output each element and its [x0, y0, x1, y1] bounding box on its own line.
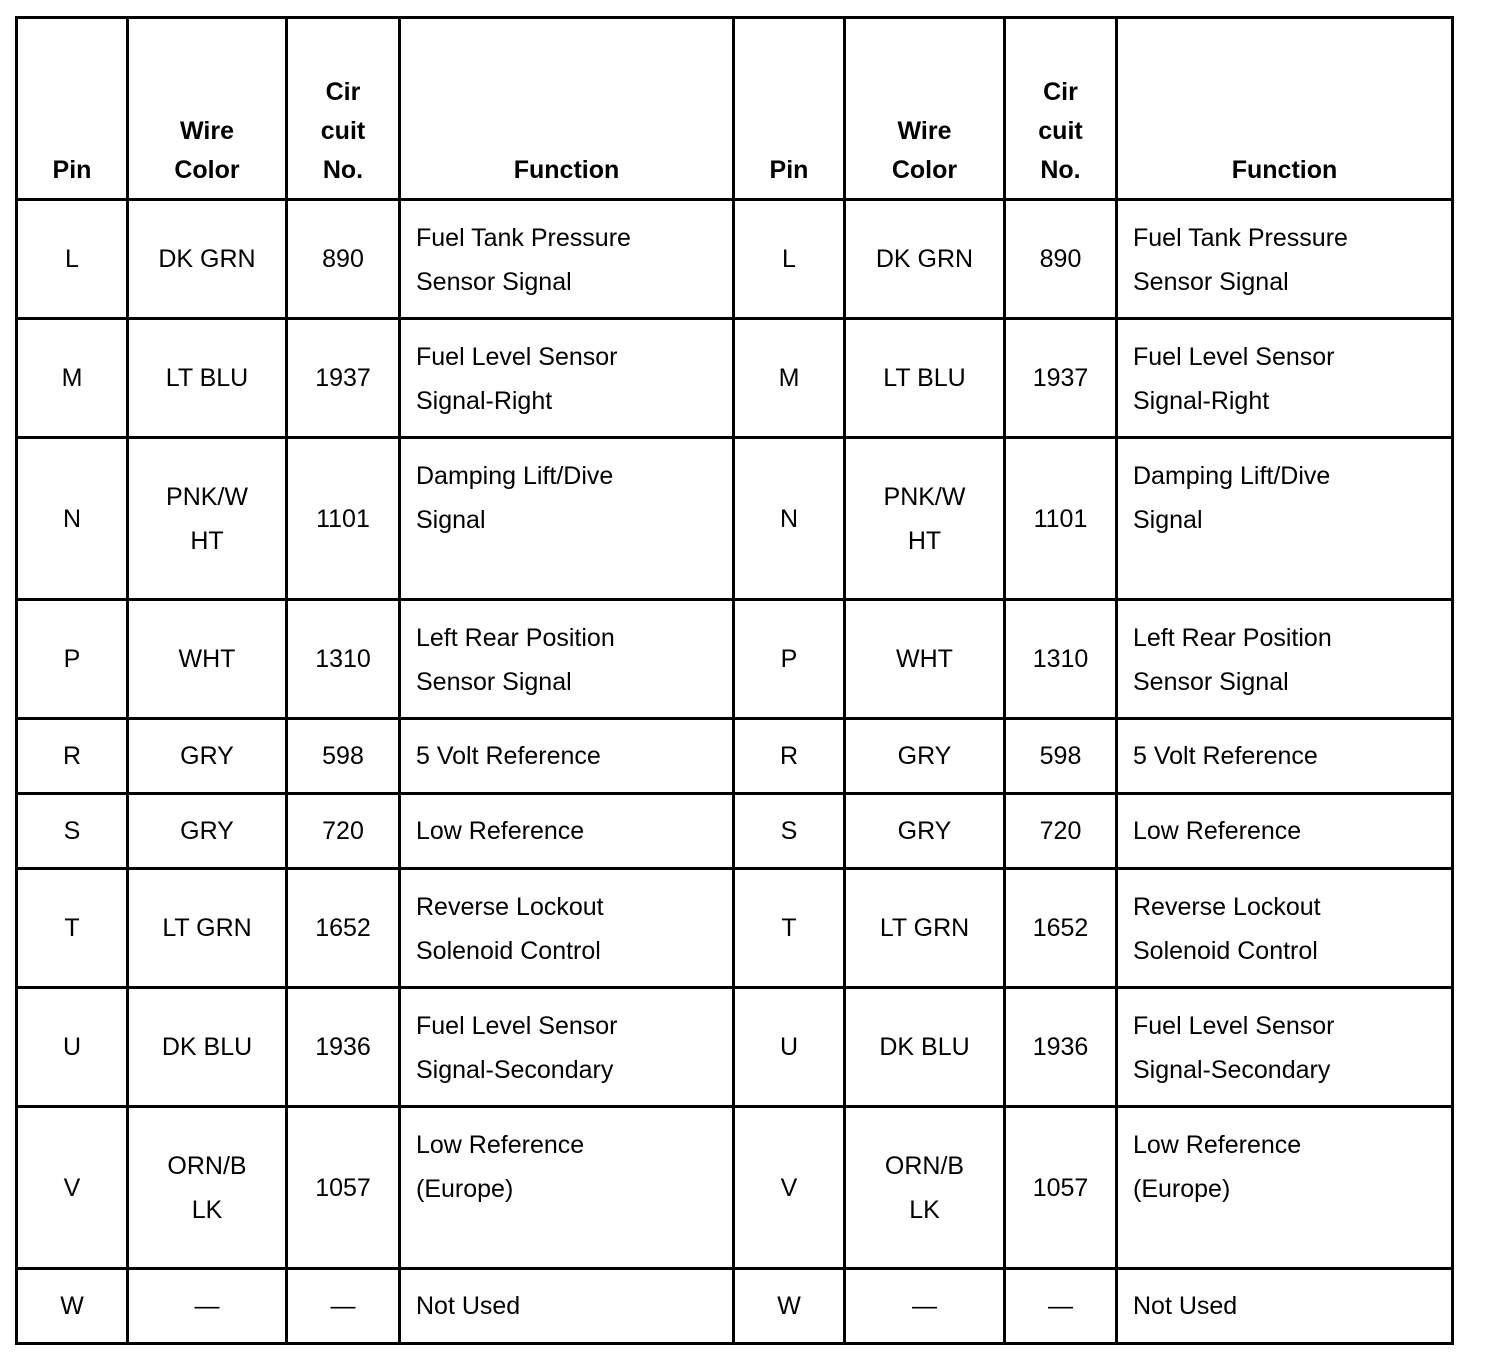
circuit-text: 1936 — [315, 1033, 371, 1061]
function-text: Fuel Level Sensor Signal-Secondary — [416, 1012, 618, 1084]
circuit-cell-left — [287, 438, 400, 600]
pin-text: V — [780, 1173, 798, 1202]
pin-text: W — [60, 1292, 84, 1320]
pin-cell-left — [17, 719, 128, 794]
function-cell-right — [1117, 869, 1453, 988]
circuit-cell-right — [1005, 319, 1117, 438]
header-circuit-no-right — [1005, 18, 1117, 200]
function-text: Fuel Level Sensor Signal-Secondary — [1133, 1012, 1335, 1084]
table-row — [17, 719, 1453, 794]
wire-color-cell-left — [128, 1269, 287, 1344]
pin-text: T — [64, 914, 80, 942]
function-cell-right — [1117, 719, 1453, 794]
header-pin-right — [734, 18, 845, 200]
wire-color-text: ORN/B LK — [884, 1151, 965, 1224]
function-text: Fuel Level Sensor Signal-Right — [416, 343, 618, 415]
table-row — [17, 988, 1453, 1107]
circuit-cell-left — [287, 794, 400, 869]
pin-cell-right — [734, 319, 845, 438]
header-circuit-no-left — [287, 18, 400, 200]
wire-color-text: DK BLU — [161, 1033, 253, 1061]
function-cell-left — [400, 200, 734, 319]
function-cell-right — [1117, 600, 1453, 719]
function-text: Not Used — [1133, 1292, 1238, 1320]
circuit-text: 1101 — [316, 504, 370, 533]
function-cell-right — [1117, 319, 1453, 438]
wire-color-cell-right — [845, 1107, 1005, 1269]
circuit-cell-left — [287, 319, 400, 438]
wire-color-text: GRY — [897, 817, 952, 845]
wire-color-text: — — [194, 1292, 220, 1320]
function-text: Low Reference (Europe) — [1133, 1131, 1302, 1203]
table-row — [17, 1107, 1453, 1269]
function-text: Reverse Lockout Solenoid Control — [1133, 893, 1321, 965]
pin-text: L — [782, 245, 796, 273]
pin-cell-left — [17, 600, 128, 719]
circuit-text: 1101 — [1033, 504, 1088, 533]
table-row — [17, 794, 1453, 869]
function-cell-right — [1117, 200, 1453, 319]
pin-cell-right — [734, 719, 845, 794]
circuit-cell-right — [1005, 600, 1117, 719]
wire-color-text: — — [912, 1292, 937, 1320]
pin-text: U — [62, 1033, 82, 1061]
pin-text: S — [63, 817, 81, 845]
function-text: Low Reference — [1133, 817, 1302, 845]
circuit-cell-left — [287, 600, 400, 719]
wire-color-cell-right — [845, 719, 1005, 794]
wire-color-cell-left — [128, 600, 287, 719]
circuit-cell-right — [1005, 988, 1117, 1107]
header-function-right — [1117, 18, 1453, 200]
pin-cell-right — [734, 794, 845, 869]
pin-text: V — [63, 1173, 81, 1202]
circuit-cell-left — [287, 988, 400, 1107]
function-text: Fuel Tank Pressure Sensor Signal — [416, 224, 631, 296]
circuit-text: 720 — [1039, 817, 1082, 845]
circuit-text: 1057 — [315, 1173, 371, 1202]
pin-cell-right — [734, 1269, 845, 1344]
function-cell-right — [1117, 794, 1453, 869]
function-text: 5 Volt Reference — [416, 742, 601, 770]
pin-cell-right — [734, 988, 845, 1107]
pin-cell-left — [17, 1269, 128, 1344]
wire-color-text: ORN/B LK — [167, 1151, 247, 1224]
pin-cell-left — [17, 1107, 128, 1269]
wire-color-cell-right — [845, 200, 1005, 319]
wire-color-text: WHT — [178, 645, 236, 673]
pin-text: P — [780, 645, 798, 673]
function-text: Left Rear Position Sensor Signal — [416, 624, 615, 696]
function-cell-left — [400, 1107, 734, 1269]
header-label: Function — [1231, 156, 1338, 184]
circuit-text: 890 — [1039, 245, 1082, 273]
function-cell-left — [400, 1269, 734, 1344]
table-body — [17, 200, 1453, 1344]
circuit-text: — — [330, 1292, 356, 1320]
wire-color-cell-right — [845, 319, 1005, 438]
circuit-text: 1652 — [315, 914, 371, 942]
pin-text: R — [62, 742, 82, 770]
function-text: Damping Lift/Dive Signal — [1133, 462, 1331, 534]
pin-cell-right — [734, 438, 845, 600]
function-text: Low Reference — [416, 817, 585, 845]
circuit-cell-left — [287, 1269, 400, 1344]
table-row — [17, 869, 1453, 988]
function-text: Reverse Lockout Solenoid Control — [416, 893, 604, 965]
circuit-cell-right — [1005, 719, 1117, 794]
function-cell-right — [1117, 1107, 1453, 1269]
header-label: Cir cuit No. — [1038, 78, 1083, 184]
wire-color-text: LT BLU — [883, 364, 966, 392]
header-pin-left — [17, 18, 128, 200]
pin-cell-left — [17, 200, 128, 319]
function-text: Left Rear Position Sensor Signal — [1133, 624, 1332, 696]
wire-color-text: PNK/W HT — [166, 482, 248, 555]
circuit-text: 1057 — [1032, 1173, 1089, 1202]
circuit-text: 1937 — [315, 364, 371, 392]
wire-color-cell-left — [128, 869, 287, 988]
circuit-cell-right — [1005, 869, 1117, 988]
pin-cell-left — [17, 988, 128, 1107]
pin-text: N — [62, 504, 82, 533]
table-row — [17, 1269, 1453, 1344]
function-text: Low Reference (Europe) — [416, 1131, 585, 1203]
function-cell-right — [1117, 988, 1453, 1107]
circuit-text: 720 — [322, 817, 364, 845]
pin-cell-left — [17, 319, 128, 438]
pin-cell-right — [734, 200, 845, 319]
wire-color-text: PNK/W HT — [883, 482, 966, 555]
pin-text: M — [61, 364, 83, 392]
pin-text: M — [778, 364, 800, 392]
connector-pinout-table — [15, 16, 1454, 1345]
function-cell-left — [400, 719, 734, 794]
circuit-cell-left — [287, 1107, 400, 1269]
header-function-left — [400, 18, 734, 200]
wire-color-text: DK GRN — [158, 245, 256, 273]
circuit-cell-right — [1005, 1269, 1117, 1344]
function-text: Fuel Level Sensor Signal-Right — [1133, 343, 1335, 415]
wire-color-cell-left — [128, 200, 287, 319]
circuit-cell-right — [1005, 1107, 1117, 1269]
circuit-cell-left — [287, 200, 400, 319]
circuit-text: 1310 — [1032, 645, 1089, 673]
table-row — [17, 600, 1453, 719]
header-label: Cir cuit No. — [320, 78, 366, 184]
header-row — [17, 18, 1453, 200]
pin-cell-right — [734, 869, 845, 988]
pin-text: R — [779, 742, 799, 770]
pin-text: N — [779, 504, 799, 533]
function-cell-left — [400, 319, 734, 438]
circuit-text: 890 — [322, 245, 364, 273]
wire-color-text: GRY — [180, 742, 234, 770]
table-row — [17, 200, 1453, 319]
pin-cell-right — [734, 600, 845, 719]
circuit-cell-left — [287, 719, 400, 794]
wire-color-cell-left — [128, 794, 287, 869]
function-text: Not Used — [416, 1292, 521, 1320]
wire-color-text: DK BLU — [879, 1033, 970, 1061]
function-text: Fuel Tank Pressure Sensor Signal — [1133, 224, 1348, 296]
wire-color-text: LT BLU — [165, 364, 249, 392]
function-cell-right — [1117, 1269, 1453, 1344]
header-wire-color-left — [128, 18, 287, 200]
circuit-cell-right — [1005, 200, 1117, 319]
wire-color-text: GRY — [897, 742, 952, 770]
circuit-cell-left — [287, 869, 400, 988]
table-row — [17, 438, 1453, 600]
circuit-text: 598 — [1039, 742, 1082, 770]
wire-color-cell-right — [845, 794, 1005, 869]
circuit-text: 1652 — [1032, 914, 1089, 942]
wire-color-cell-right — [845, 438, 1005, 600]
wire-color-cell-left — [128, 319, 287, 438]
function-cell-left — [400, 869, 734, 988]
function-cell-left — [400, 988, 734, 1107]
header-label: Wire Color — [174, 117, 240, 184]
header-label: Wire Color — [891, 117, 958, 184]
pin-text: T — [781, 914, 797, 942]
circuit-cell-right — [1005, 438, 1117, 600]
circuit-text: 1936 — [1032, 1033, 1089, 1061]
pin-text: S — [780, 817, 798, 845]
pin-text: U — [779, 1033, 799, 1061]
circuit-text: 1310 — [315, 645, 371, 673]
circuit-cell-right — [1005, 794, 1117, 869]
wire-color-cell-left — [128, 988, 287, 1107]
circuit-text: — — [1048, 1292, 1073, 1320]
pin-cell-left — [17, 869, 128, 988]
wire-color-cell-right — [845, 988, 1005, 1107]
pin-cell-right — [734, 1107, 845, 1269]
pin-text: L — [65, 245, 79, 273]
wire-color-cell-left — [128, 438, 287, 600]
wire-color-cell-right — [845, 1269, 1005, 1344]
pin-text: W — [777, 1292, 801, 1320]
header-wire-color-right — [845, 18, 1005, 200]
wire-color-text: WHT — [896, 645, 953, 673]
wire-color-text: DK GRN — [875, 245, 974, 273]
wire-color-cell-left — [128, 719, 287, 794]
pin-cell-left — [17, 794, 128, 869]
wire-color-cell-left — [128, 1107, 287, 1269]
function-text: 5 Volt Reference — [1133, 742, 1318, 770]
wire-color-cell-right — [845, 600, 1005, 719]
header-label: Pin — [52, 156, 92, 184]
pin-cell-left — [17, 438, 128, 600]
function-text: Damping Lift/Dive Signal — [416, 462, 614, 534]
function-cell-left — [400, 600, 734, 719]
header-label: Function — [513, 156, 620, 184]
table-row — [17, 319, 1453, 438]
circuit-text: 598 — [322, 742, 364, 770]
circuit-text: 1937 — [1032, 364, 1089, 392]
function-cell-left — [400, 438, 734, 600]
wire-color-cell-right — [845, 869, 1005, 988]
function-cell-left — [400, 794, 734, 869]
wire-color-text: GRY — [180, 817, 234, 845]
pin-text: P — [63, 645, 81, 673]
pinout-table-container — [15, 16, 1454, 1345]
header-label: Pin — [769, 156, 809, 184]
wire-color-text: LT GRN — [162, 914, 252, 942]
wire-color-text: LT GRN — [879, 914, 970, 942]
function-cell-right — [1117, 438, 1453, 600]
